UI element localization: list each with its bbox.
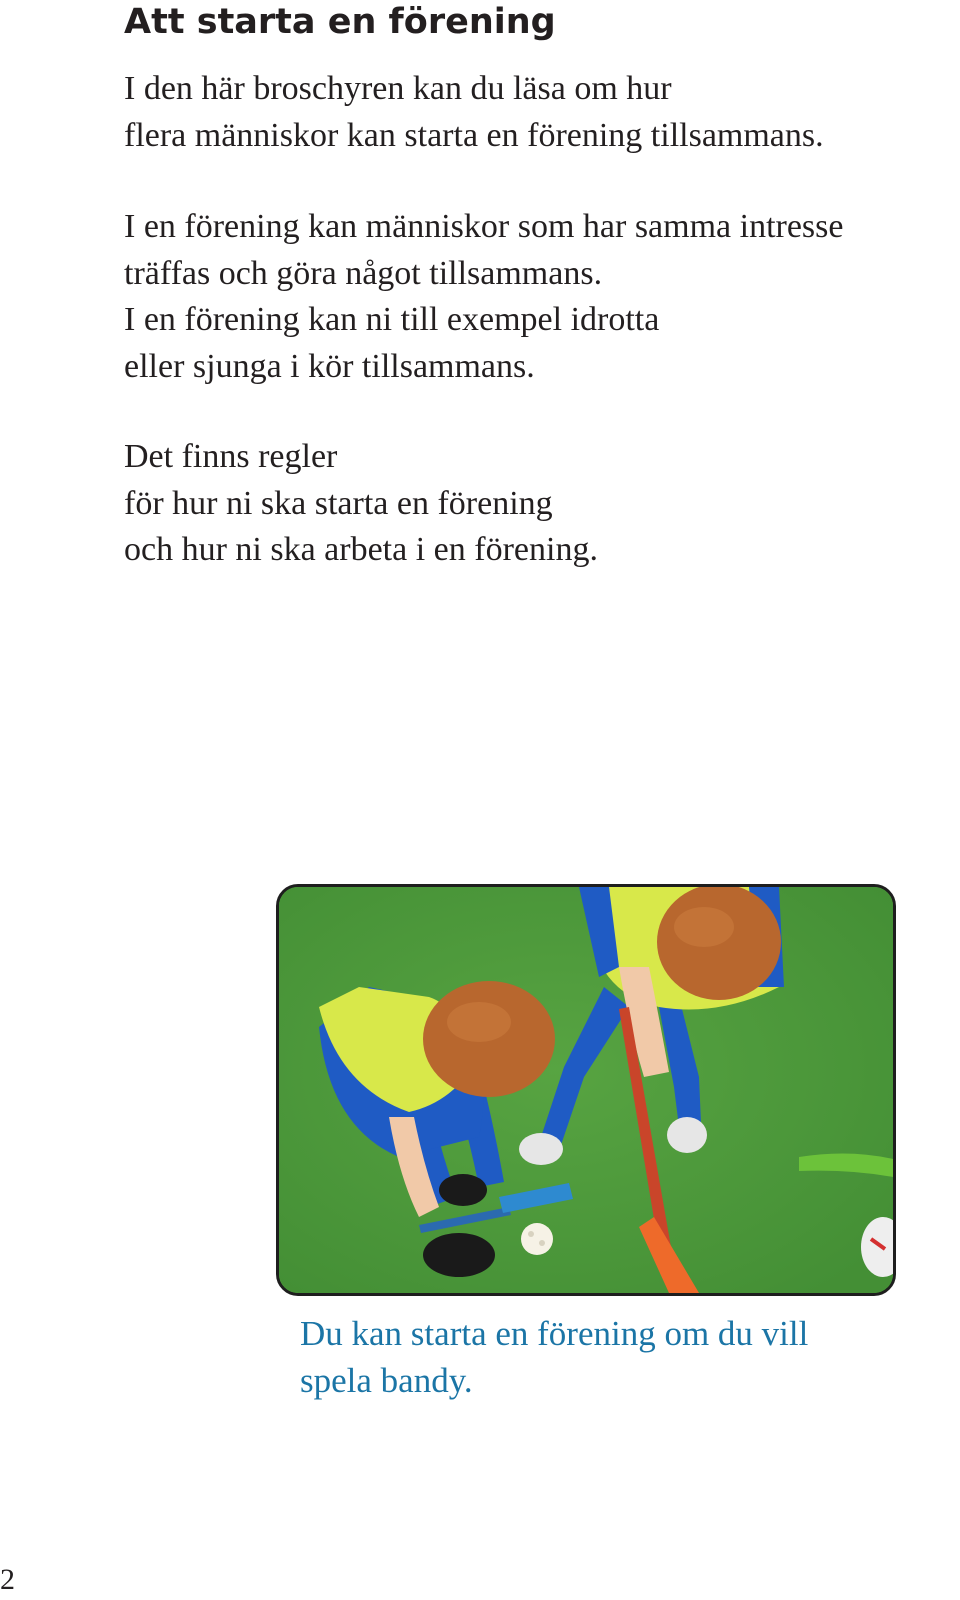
association-description-paragraph — [124, 204, 843, 390]
floorball-ball — [521, 1223, 553, 1255]
paragraph-line: för hur ni ska starta en förening — [124, 484, 553, 522]
photo-caption — [300, 1310, 808, 1404]
page-title: Att starta en förening — [124, 2, 556, 42]
page-number: 2 — [0, 1563, 15, 1596]
paragraph-line: eller sjunga i kör tillsammans. — [124, 347, 535, 385]
rules-paragraph — [124, 434, 598, 574]
two-children-playing-floorball-photo — [279, 887, 893, 1293]
paragraph-line: I den här broschyren kan du läsa om hur — [124, 70, 672, 107]
paragraph-line: I en förening kan människor som har samma intresse — [124, 208, 844, 245]
paragraph-line: I en förening kan ni till exempel idrotta — [124, 301, 660, 338]
paragraph-line: och hur ni ska arbeta i en förening. — [124, 531, 598, 568]
caption-line: Du kan starta en förening om du vill — [300, 1314, 809, 1353]
paragraph-line: träffas och göra något tillsammans. — [124, 254, 603, 292]
paragraph-line: flera människor kan starta en förening tillsammans. — [124, 116, 824, 154]
caption-line: spela bandy. — [300, 1361, 473, 1400]
paragraph-line: Det finns regler — [124, 438, 338, 475]
intro-paragraph — [124, 66, 824, 159]
floorball-photo — [276, 884, 896, 1296]
